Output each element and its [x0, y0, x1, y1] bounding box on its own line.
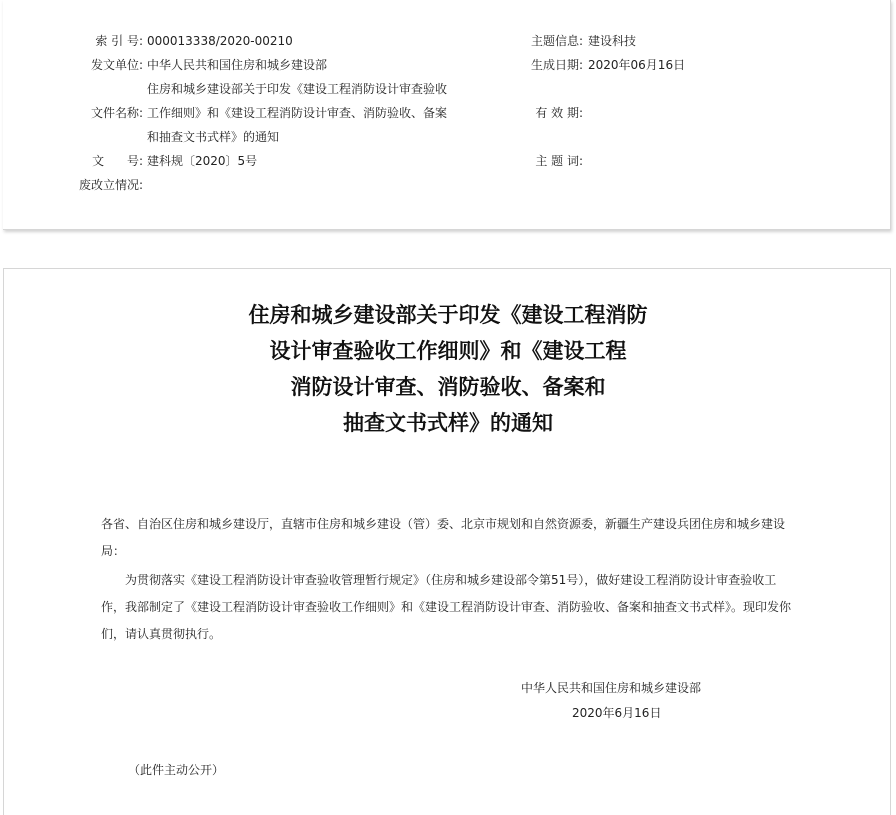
metadata-panel — [3, 0, 891, 230]
topic-info-value: 建设科技 — [588, 34, 637, 48]
gen-date-label: 生成日期: — [530, 58, 583, 72]
issue-date: 2020年6月16日 — [572, 706, 662, 720]
title-line-4: 抽查文书式样》的通知 — [343, 410, 553, 435]
addressee: 各省、自治区住房和城乡建设厅，直辖市住房和城乡建设（管）委、北京市规划和自然资源委，新疆生产建设兵团住房和城乡建设局： — [101, 517, 786, 558]
issuer-value: 中华人民共和国住房和城乡建设部 — [147, 58, 328, 72]
title-line-1: 住房和城乡建设部关于印发《建设工程消防 — [248, 302, 648, 327]
index-no-label: 索 引 号: — [95, 34, 143, 48]
index-no-value: 000013338/2020-00210 — [147, 34, 293, 48]
revision-label: 废改立情况: — [78, 178, 143, 192]
document-title — [4, 297, 892, 441]
title-line-2: 设计审查验收工作细则》和《建设工程 — [269, 338, 627, 363]
issuer-label: 发文单位: — [90, 58, 143, 72]
doc-name-line-3: 和抽查文书式样》的通知 — [147, 130, 280, 144]
doc-no-label: 文 号: — [92, 154, 143, 168]
doc-name-label: 文件名称: — [90, 106, 143, 120]
signatory: 中华人民共和国住房和城乡建设部 — [521, 681, 702, 695]
doc-name-line-1: 住房和城乡建设部关于印发《建设工程消防设计审查验收 — [147, 82, 448, 96]
publication-note: （此件主动公开） — [128, 763, 225, 777]
body-paragraph: 为贯彻落实《建设工程消防设计审查验收管理暂行规定》（住房和城乡建设部令第51号），做好建设工程消防设计审查验收工作，我部制定了《建设工程消防设计审查验收工作细则》和《建设工程消防设计审查、消防验收、备案和抽查文书式样》。现印发你们，请认真贯彻执行。 — [101, 573, 792, 641]
document-panel — [3, 268, 891, 815]
title-line-3: 消防设计审查、消防验收、备案和 — [290, 374, 606, 399]
doc-no-value: 建科规〔2020〕5号 — [147, 154, 258, 168]
topic-info-label: 主题信息: — [530, 34, 583, 48]
gen-date-value: 2020年06月16日 — [588, 58, 686, 72]
validity-label: 有 效 期: — [535, 106, 583, 120]
keywords-label: 主 题 词: — [535, 154, 583, 168]
doc-name-line-2: 工作细则》和《建设工程消防设计审查、消防验收、备案 — [147, 106, 448, 120]
